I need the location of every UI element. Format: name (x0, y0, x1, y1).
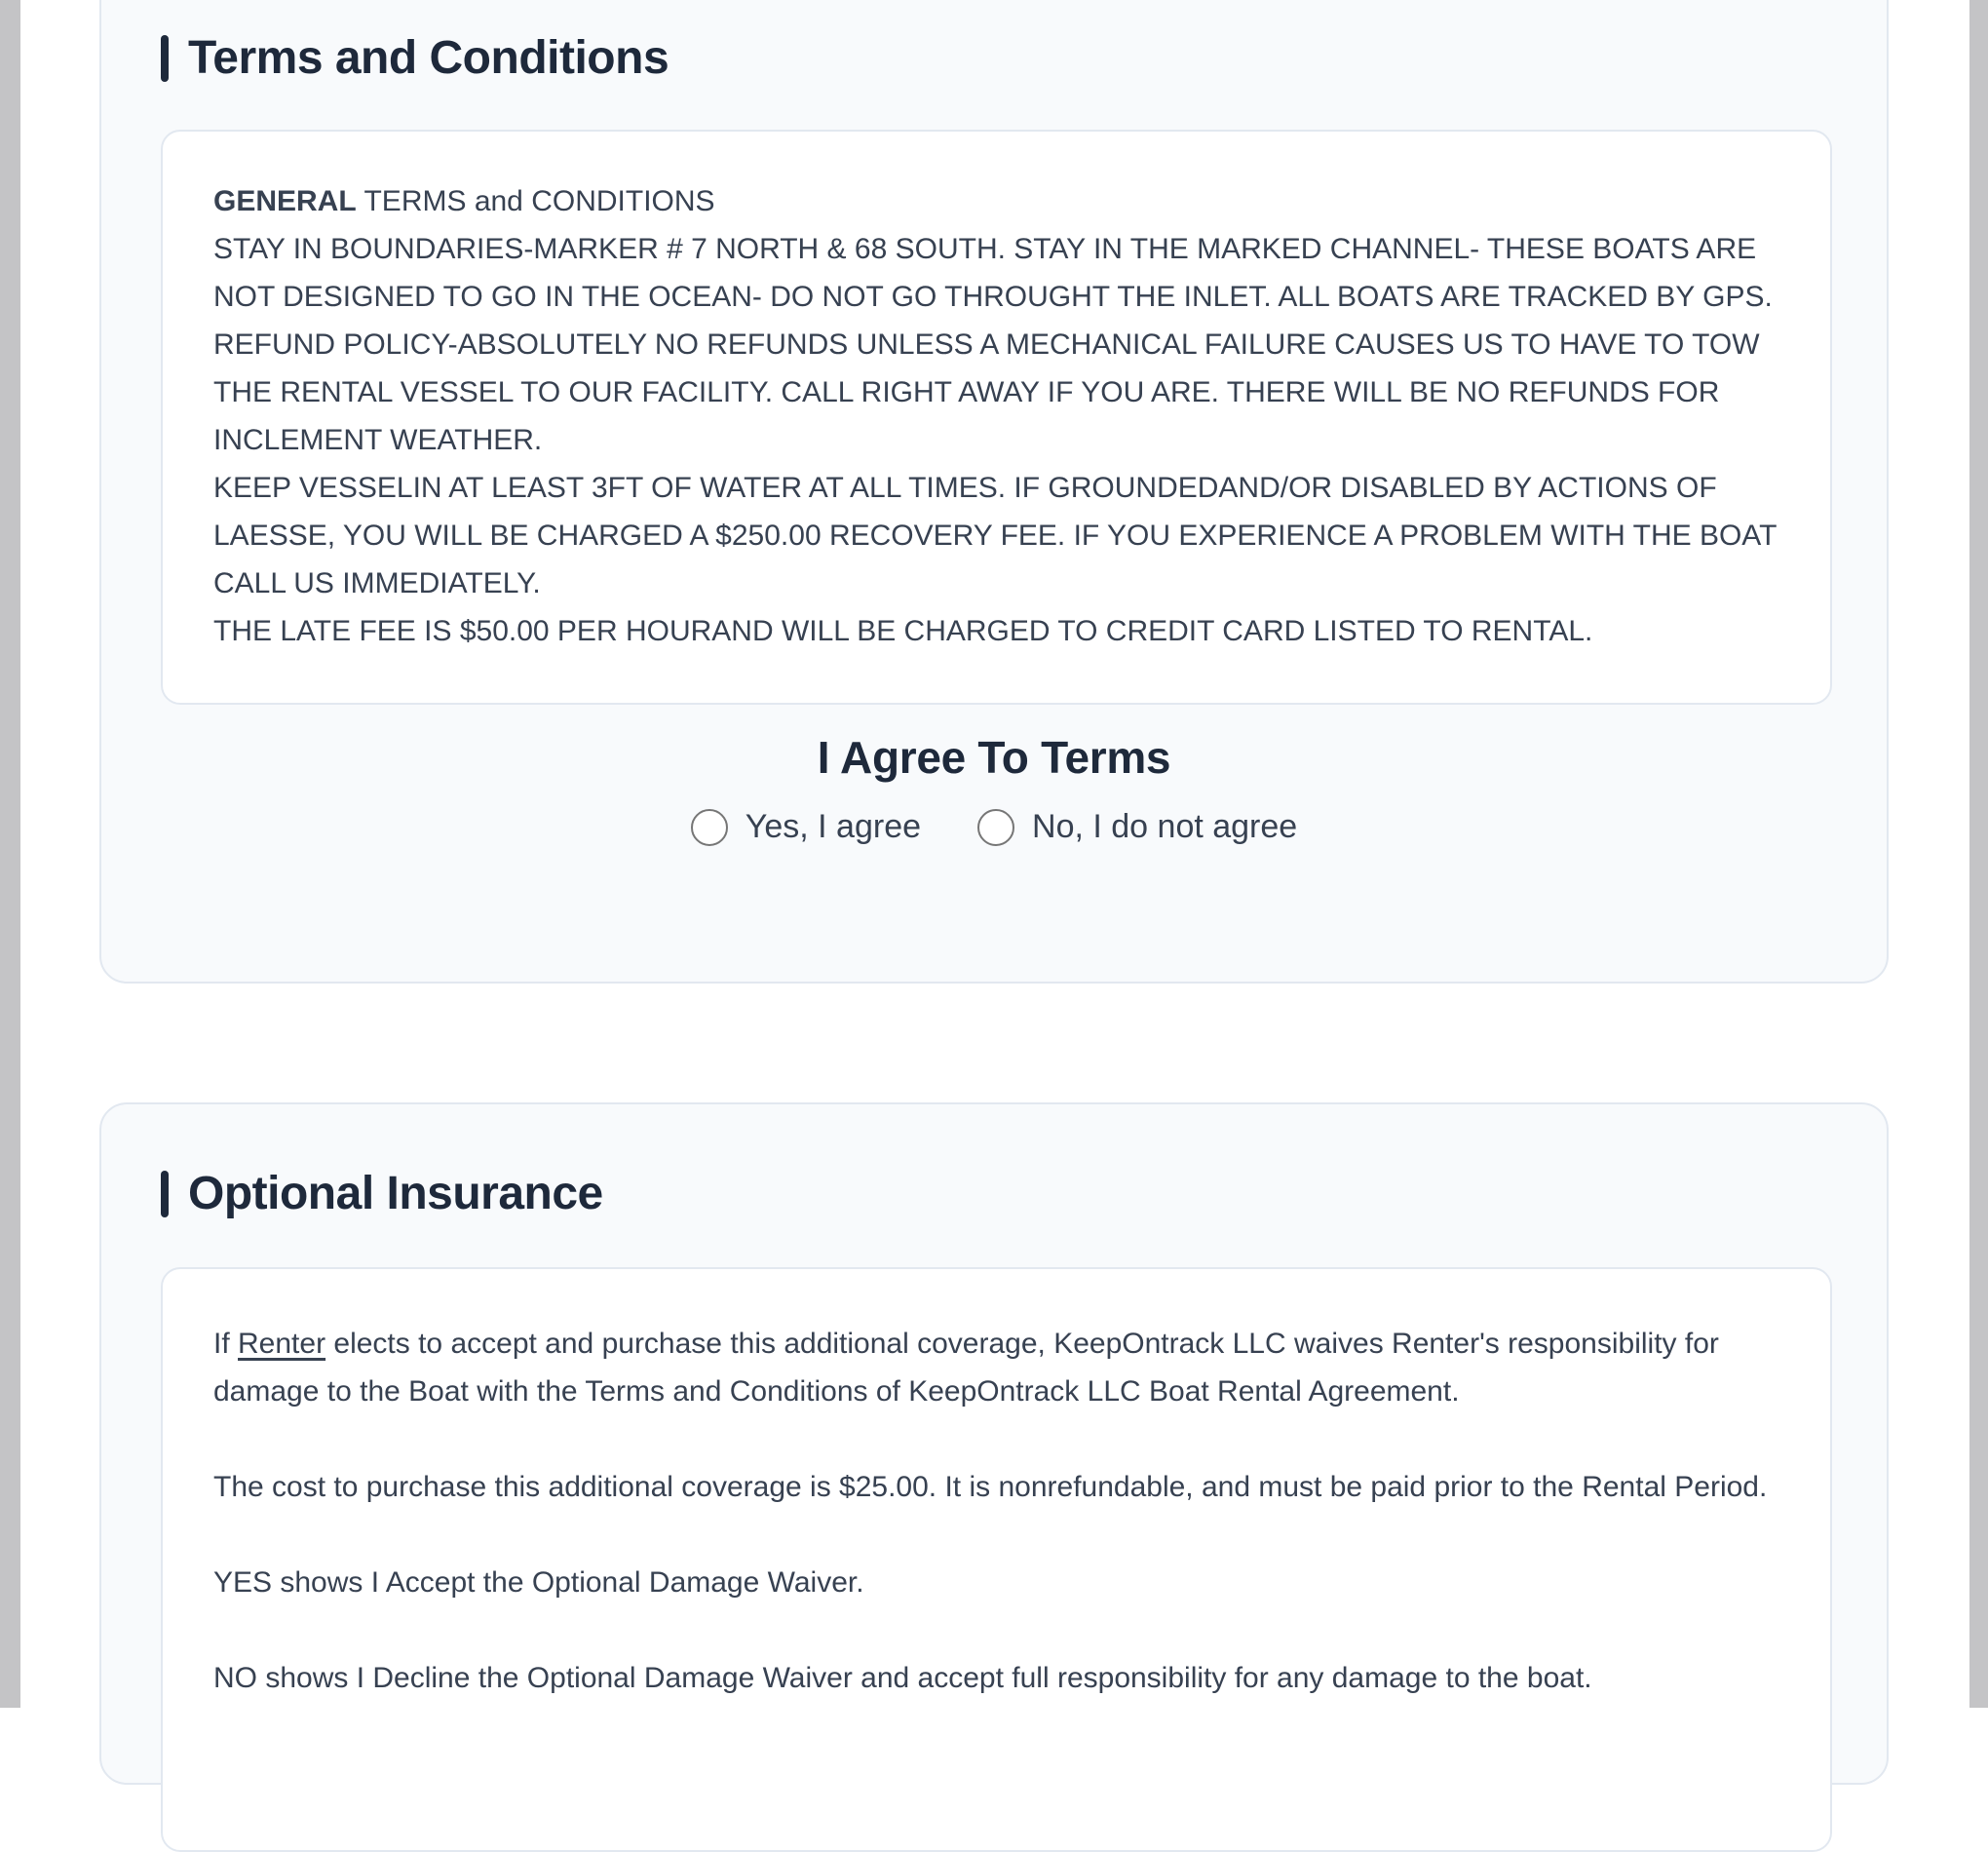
p1-rest: elects to accept and purchase this additional coverage, KeepOntrack LLC waives Renter's responsibility for damage to the Boat with the Terms and Conditions of KeepOntrack LLC Boat Rental Agreement. (213, 1328, 1719, 1408)
agree-yes-label[interactable]: Yes, I agree (745, 808, 922, 845)
terms-title: Terms and Conditions (188, 32, 669, 84)
insurance-paragraph-2: The cost to purchase this additional coverage is $25.00. It is nonrefundable, and must be paid prior to the Rental Period. (213, 1471, 1768, 1503)
terms-heading (161, 31, 669, 85)
spacer (213, 1415, 1779, 1463)
insurance-paragraph-1 (213, 1320, 1779, 1415)
p1-prefix: If (213, 1328, 239, 1360)
heading-accent-bar (161, 35, 169, 82)
insurance-heading (161, 1167, 603, 1220)
insurance-section (99, 1102, 1889, 1785)
terms-line-late-fee: THE LATE FEE IS $50.00 PER HOURAND WILL BE CHARGED TO CREDIT CARD LISTED TO RENTAL. (213, 615, 1593, 647)
terms-line-boundaries: STAY IN BOUNDARIES-MARKER # 7 NORTH & 68 SOUTH. STAY IN THE MARKED CHANNEL- THESE BOATS ARE NOT DESIGNED TO GO IN THE OCEAN- DO NOT GO THROUGHT THE INLET. ALL BOATS ARE TRACKED BY GPS. (213, 233, 1773, 313)
radio-yes[interactable] (691, 809, 728, 846)
agree-no-option[interactable] (977, 808, 1297, 846)
terms-line-refund: REFUND POLICY-ABSOLUTELY NO REFUNDS UNLESS A MECHANICAL FAILURE CAUSES US TO HAVE TO TOW THE RENTAL VESSEL TO OUR FACILITY. CALL RIGHT AWAY IF YOU ARE. THERE WILL BE NO REFUNDS FOR INCLEMENT WEATHER. (213, 328, 1760, 456)
heading-accent-bar (161, 1171, 169, 1217)
renter-link[interactable]: Renter (238, 1328, 326, 1360)
terms-section (99, 0, 1889, 984)
insurance-paragraph-4: NO shows I Decline the Optional Damage Waiver and accept full responsibility for any damage to the boat. (213, 1662, 1592, 1694)
window-left-edge (0, 0, 20, 1708)
terms-line-depth: KEEP VESSELIN AT LEAST 3FT OF WATER AT ALL TIMES. IF GROUNDEDAND/OR DISABLED BY ACTIONS OF LAESSE, YOU WILL BE CHARGED A $250.00 RECOVERY FEE. IF YOU EXPERIENCE A PROBLEM WITH THE BOAT CALL US IMMEDIATELY. (213, 472, 1777, 599)
insurance-content-box (161, 1267, 1832, 1852)
agree-yes-option[interactable] (691, 808, 921, 846)
insurance-title: Optional Insurance (188, 1168, 603, 1219)
terms-lead-rest: TERMS and CONDITIONS (356, 185, 715, 217)
spacer (213, 1606, 1779, 1654)
agree-title: I Agree To Terms (817, 732, 1171, 783)
scrollbar-track[interactable] (1969, 0, 1988, 1708)
agree-radio-group (101, 808, 1887, 846)
insurance-paragraph-3: YES shows I Accept the Optional Damage Waiver. (213, 1566, 864, 1599)
radio-no[interactable] (977, 809, 1014, 846)
terms-content-box (161, 130, 1832, 705)
terms-lead (213, 177, 1779, 225)
spacer (213, 1511, 1779, 1559)
agree-no-label[interactable]: No, I do not agree (1032, 808, 1298, 845)
terms-lead-bold: GENERAL (213, 185, 357, 217)
